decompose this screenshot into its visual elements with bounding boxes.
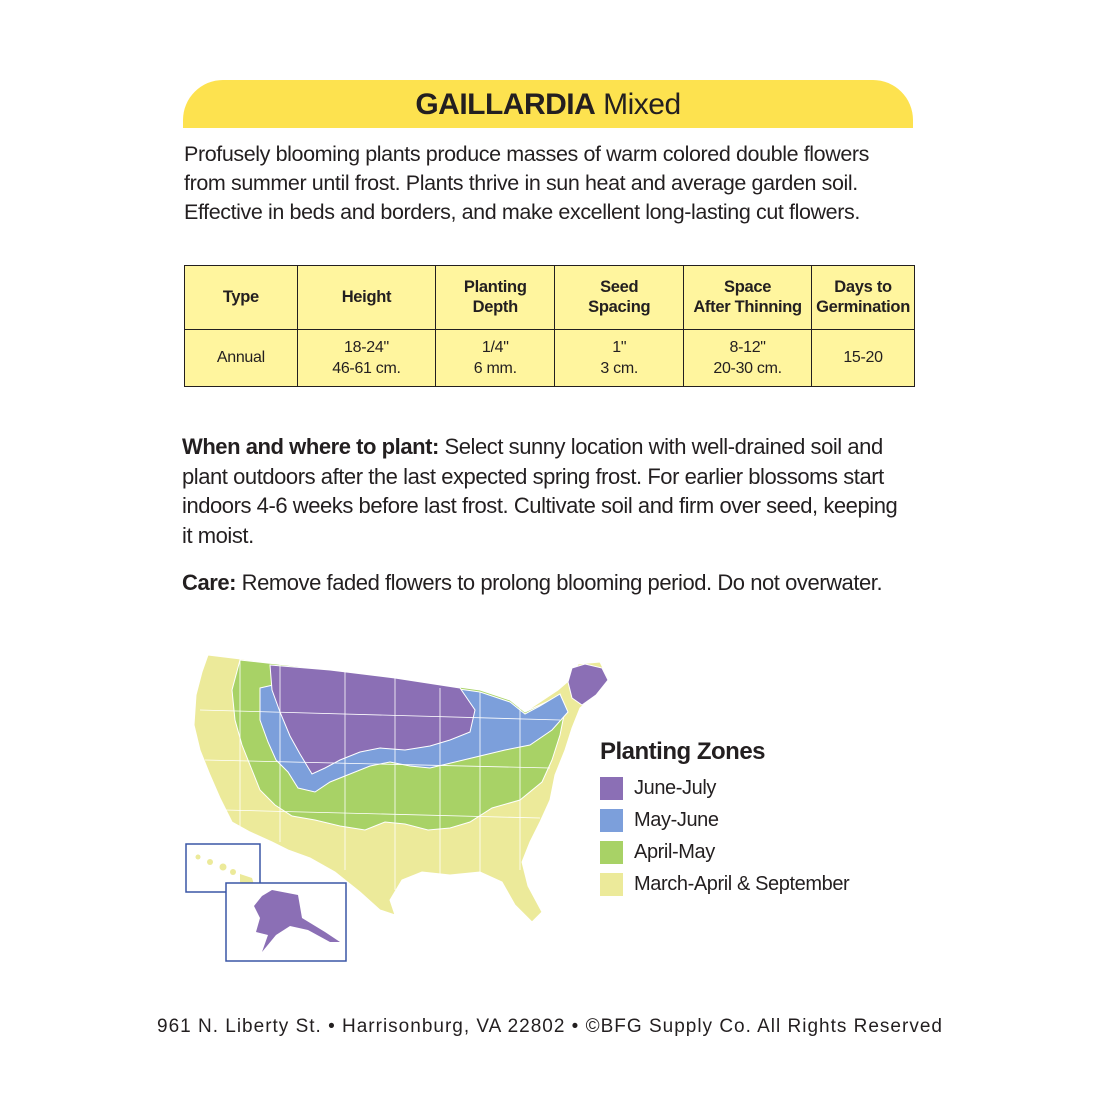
legend-label: June-July — [634, 776, 716, 799]
legend-swatch — [600, 777, 623, 800]
plant-variety: Mixed — [603, 88, 681, 121]
zone-june-july-northeast — [568, 664, 608, 705]
legend-item-june-july — [600, 772, 849, 804]
page-title — [183, 80, 913, 130]
value-height: 18-24" 46-61 cm. — [297, 329, 435, 386]
plant-name: GAILLARDIA — [415, 88, 596, 121]
header-planting-depth: Planting Depth — [436, 266, 555, 330]
care-text: Remove faded flowers to prolong blooming period. Do not overwater. — [236, 570, 883, 595]
footer-address: 961 N. Liberty St. • Harrisonburg, VA 22802 • ©BFG Supply Co. All Rights Reserved — [157, 1016, 943, 1037]
planting-label: When and where to plant: — [182, 434, 439, 459]
legend-swatch — [600, 873, 623, 896]
planting-zone-map — [180, 650, 620, 970]
planting-instructions — [182, 432, 902, 550]
header-type: Type — [185, 266, 298, 330]
specs-header-row — [185, 266, 915, 330]
header-space-after-thinning: Space After Thinning — [684, 266, 812, 330]
legend — [600, 738, 849, 900]
legend-item-may-june — [600, 804, 849, 836]
title-banner — [183, 80, 913, 128]
planting-text: Select sunny location with well-drained soil and plant outdoors after the last expected spring frost. For earlier blossoms start indoors 4-6 weeks before last frost. Cultivate soil and firm over seed, keeping it moist. — [182, 434, 898, 548]
header-seed-spacing: Seed Spacing — [555, 266, 684, 330]
value-planting-depth: 1/4" 6 mm. — [436, 329, 555, 386]
value-seed-spacing: 1" 3 cm. — [555, 329, 684, 386]
specs-value-row — [185, 329, 915, 386]
legend-label: May-June — [634, 808, 719, 831]
legend-item-april-may — [600, 836, 849, 868]
care-instructions — [182, 568, 902, 598]
description: Profusely blooming plants produce masses of warm colored double flowers from summer until frost. Plants thrive in sun heat and average garden soil. Effective in beds and borders, and make excellent long-lasting cut flowers. — [184, 142, 870, 224]
legend-swatch — [600, 841, 623, 864]
value-days-to-germination: 15-20 — [812, 329, 915, 386]
header-height: Height — [297, 266, 435, 330]
value-space-after-thinning: 8-12" 20-30 cm. — [684, 329, 812, 386]
header-days-to-germination: Days to Germination — [812, 266, 915, 330]
legend-label: April-May — [634, 840, 715, 863]
value-type: Annual — [185, 329, 298, 386]
legend-title: Planting Zones — [600, 738, 766, 765]
legend-label: March-April & September — [634, 872, 850, 895]
legend-swatch — [600, 809, 623, 832]
specs-table — [184, 265, 915, 387]
care-label: Care: — [182, 570, 236, 595]
legend-item-march-april-september — [600, 868, 849, 900]
